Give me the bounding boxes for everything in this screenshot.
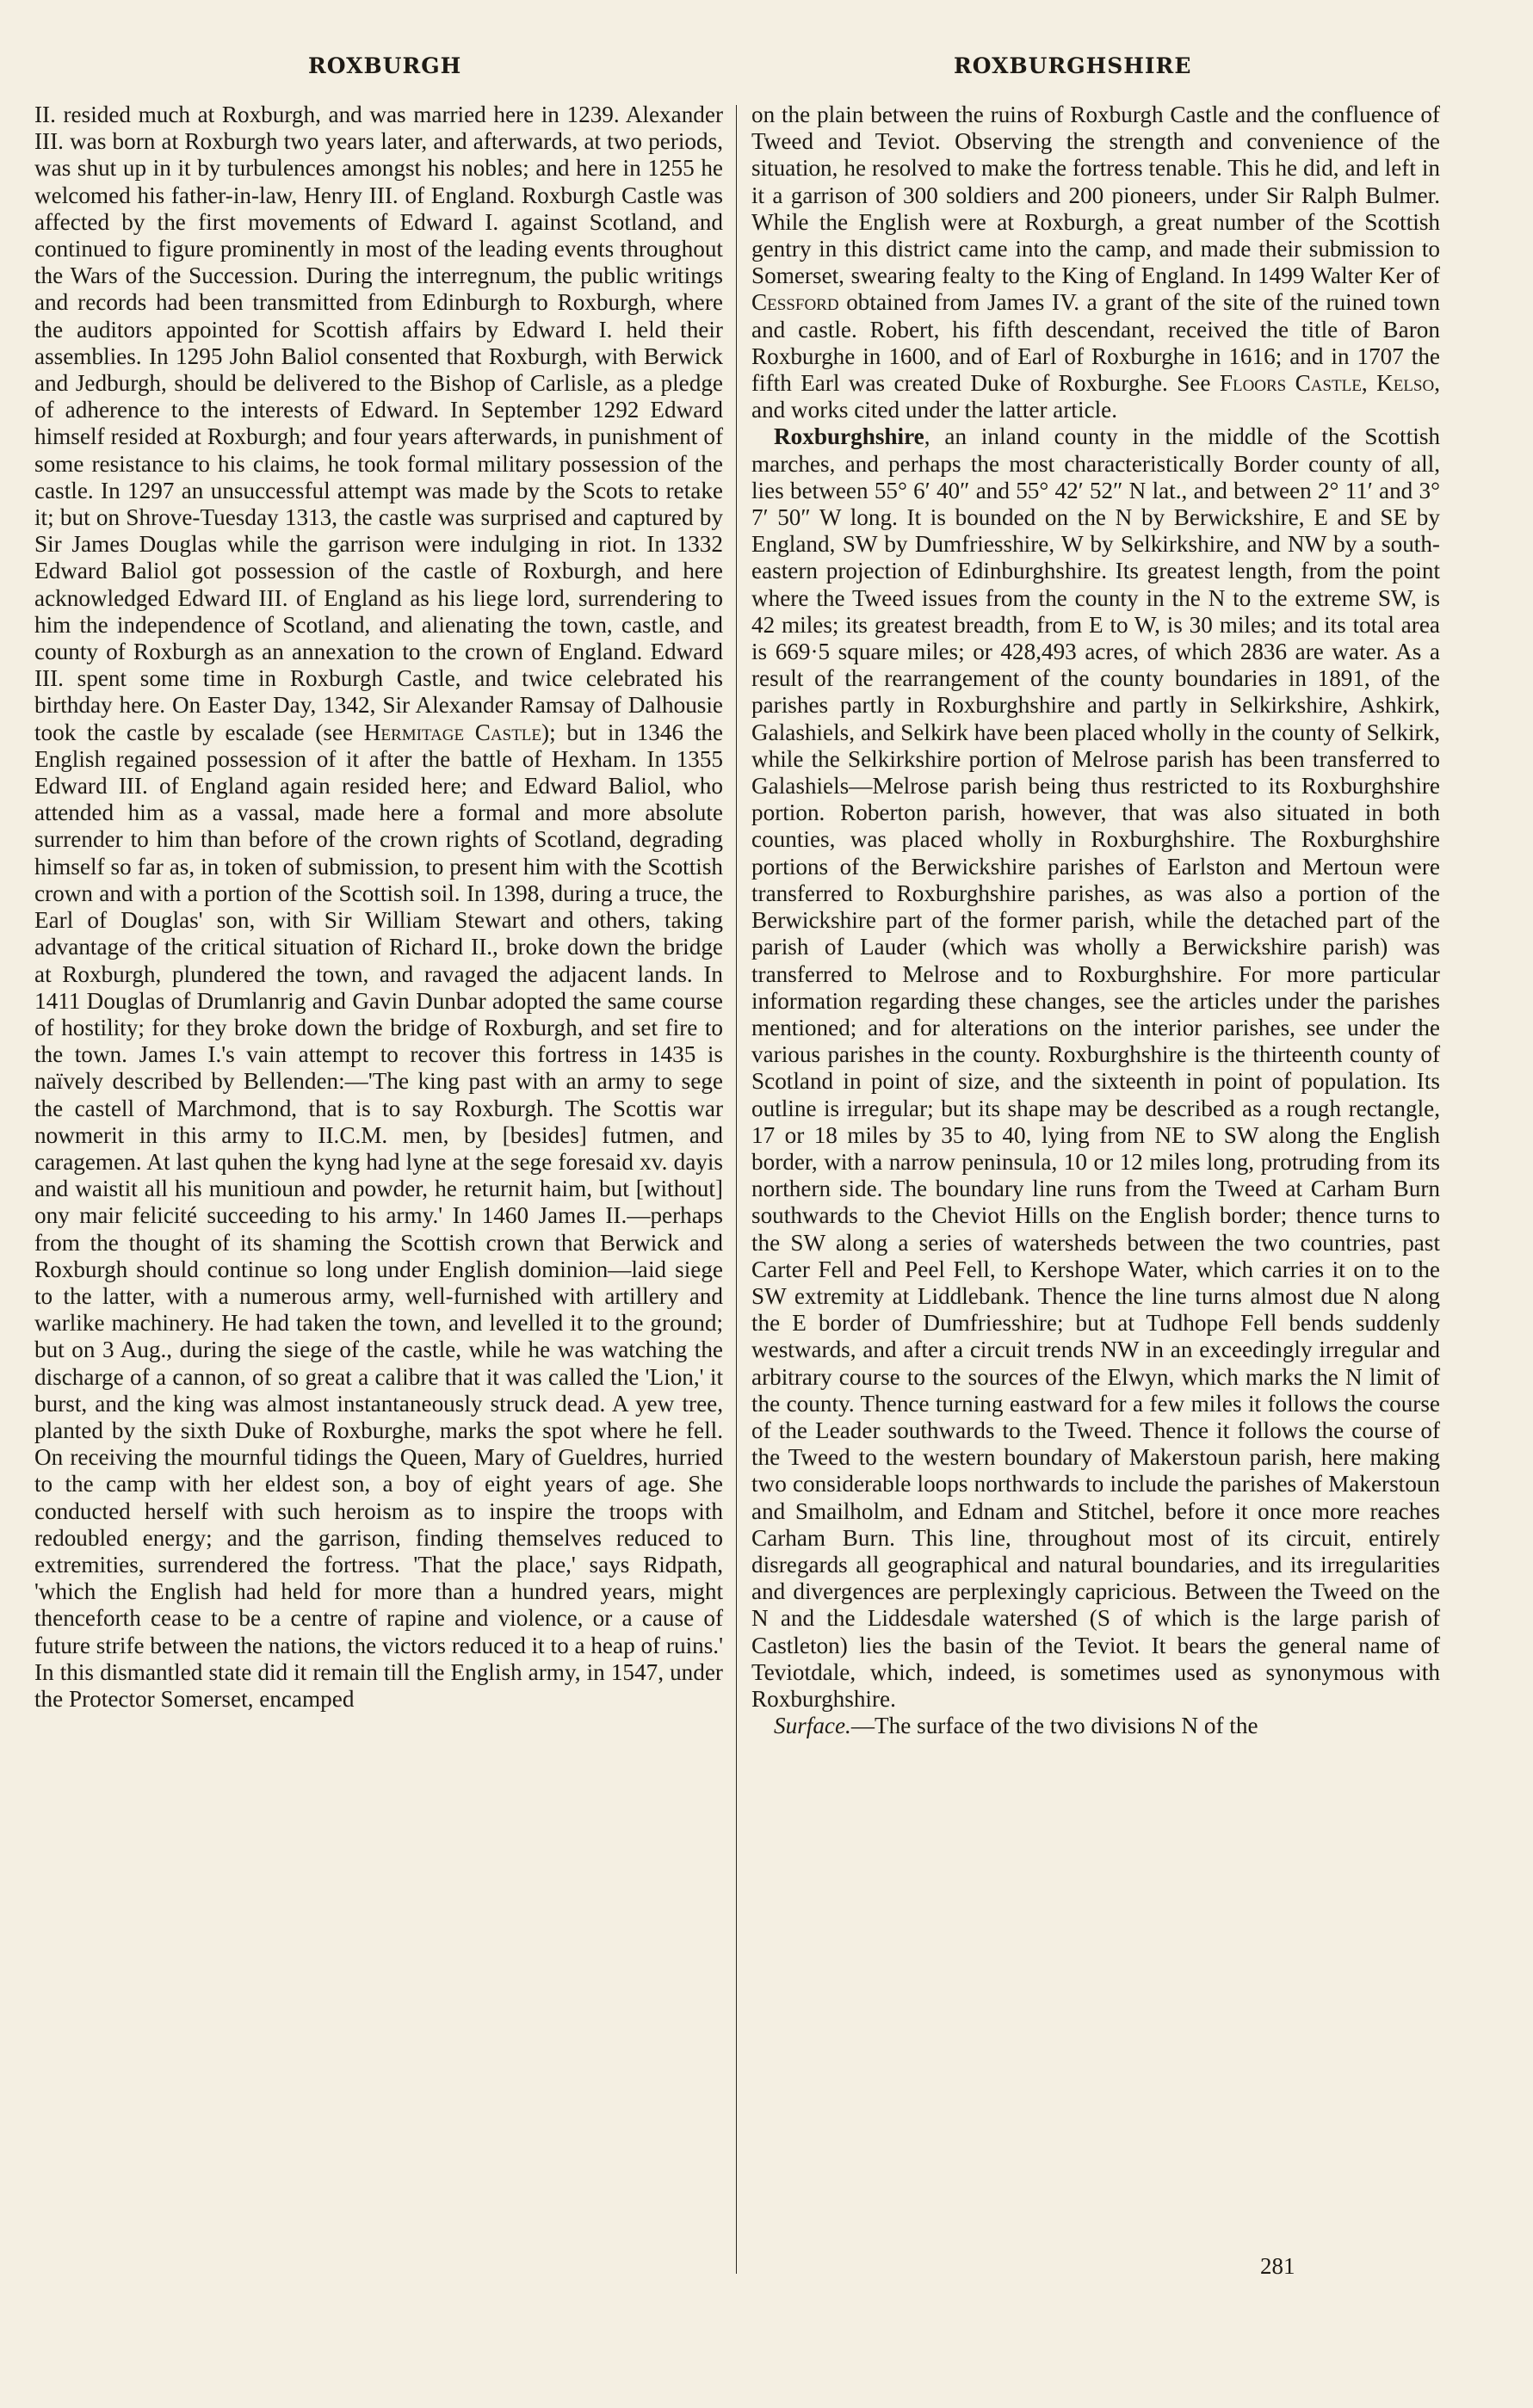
entry-headword: Roxburghshire	[774, 423, 924, 450]
column-divider	[736, 105, 737, 2274]
cross-reference-kelso: Kelso	[1376, 370, 1435, 397]
left-column-paragraph	[34, 102, 723, 1713]
right-column-paragraph-1: on the plain between the ruins of Roxburgh Castle and the confluence of Tweed and Teviot. Observing the strength and convenience of the situation, he resolved to make the fortress tenable. This he did, and left in it a garrison of 300 soldiers and 200 pioneers, under Sir Ralph Bulmer. While the English were at Roxburgh, a great number of the Scottish gentry in this district came into the camp, and made their submission to Somerset, swearing fealty to the King of England. In 1499 Walter Ker of Cessford obtained from James IV. a grant of the site of the ruined town and castle. Robert, his fifth descendant, received the title of Baron Roxburghe in 1600, and of Earl of Roxburghe in 1616; and in 1707 the fifth Earl was created Duke of Roxburghe. See Floors Castle, Kelso, and works cited under the latter article.	[751, 102, 1441, 423]
right-column	[751, 102, 1440, 1739]
paragraph-text: , an inland county in the middle of the Scottish marches, and perhaps the most characteristically Border county of all, lies between 55° 6′ 40″ and 55° 42′ 52″ N lat., and between 2° 11′ and 3° 7′ 50″ W long. It is bounded on the N by Berwickshire, E and SE by England, SW by Dumfriesshire, W by Selkirkshire, and NW by a south-eastern projection of Edinburghshire. Its greatest length, from the point where the Tweed issues from the county in the N to the extreme SW, is 42 miles; its greatest breadth, from E to W, is 30 miles; and its total area is 669·5 square miles; or 428,493 acres, of which 2836 are water. As a result of the rearrangement of the county boundaries in 1891, of the parishes partly in Roxburghshire and partly in Selkirkshire, Ashkirk, Galashiels, and Selkirk have been placed wholly in the county of Selkirk, while the Selkirkshire portion of Melrose parish has been transferred to Galashiels—Melrose parish being thus restricted to its Roxburghshire portion. Roberton parish, however, that was also situated in both counties, was placed wholly in Roxburghshire. The Roxburghshire portions of the Berwickshire parishes of Earlston and Mertoun were transferred to Roxburghshire parishes, as was also a portion of the Berwickshire part of the former parish, while the detached part of the parish of Lauder (which was wholly a Berwickshire parish) was transferred to Melrose and to Roxburghshire. For more particular information regarding these changes, see the articles under the parishes mentioned; and for alterations on the interior parishes, see under the various parishes in the county. Roxburghshire is the thirteenth county of Scotland in point of size, and the sixteenth in point of population. Its outline is irregular; but its shape may be described as a rough rectangle, 17 or 18 miles by 35 to 40, lying from NE to SW along the English border, with a narrow peninsula, 10 or 12 miles long, protruding from its northern side. The boundary line runs from the Tweed at Carham Burn southwards to the Cheviot Hills on the English border; thence turns to the SW along a series of watersheds between the two countries, past Carter Fell and Peel Fell, to Kershope Water, which carries it on to the SW extremity at Liddlebank. Thence the line turns almost due N along the E border of Dumfriesshire; but at Tudhope Fell bends suddenly westwards, and after a circuit trends NW in an exceedingly irregular and arbitrary course to the sources of the Elwyn, which marks the N limit of the county. Thence turning eastward for a few miles it follows the course of the Leader southwards to the Tweed. Thence it follows the course of the Tweed to the western boundary of Makerstoun parish, here making two considerable loops northwards to include the parishes of Makerstoun and Smailholm, and Ednam and Stitchel, before it once more reaches Carham Burn. This line, throughout most of its circuit, entirely disregards all geographical and natural boundaries, and its irregularities and divergences are perplexingly capricious. Between the Tweed on the N and the Liddesdale watershed (S of which is the large parish of Castleton) lies the basin of the Teviot. It bears the general name of Teviotdale, which, indeed, is sometimes used as synonymous with Roxburghshire.	[751, 423, 1440, 1712]
cross-reference-cessford: Cessford	[751, 289, 839, 316]
paragraph-text: , and works cited under the latter article.	[751, 370, 1441, 423]
paragraph-text: obtained from James IV. a grant of the site of the ruined town and castle. Robert, his fifth descendant, received the title of Baron Roxburghe in 1600, and of Earl of Roxburghe in 1616; and in 1707 the fifth Earl was created Duke of Roxburghe. See	[751, 289, 1440, 397]
paragraph-text: —The surface of the two divisions N of the	[850, 1713, 1258, 1739]
paragraph-text: on the plain between the ruins of Roxburgh Castle and the confluence of Tweed and Teviot. Observing the strength and convenience of the situation, he resolved to make the fortress tenable. This he did, and left in it a garrison of 300 soldiers and 200 pioneers, under Sir Ralph Bulmer. While the English were at Roxburgh, a great number of the Scottish gentry in this district came into the camp, and made their submission to Somerset, swearing fealty to the King of England. In 1499 Walter Ker of	[751, 102, 1440, 289]
roxburghshire-entry	[751, 423, 1440, 1713]
paragraph-text: II. resided much at Roxburgh, and was married here in 1239. Alexander III. was born at Roxburgh two years later, and afterwards, at two periods, was shut up in it by turbulences amongst his nobles; and here in 1255 he welcomed his father-in-law, Henry III. of England. Roxburgh Castle was affected by the first movements of Edward I. against Scotland, and continued to figure prominently in most of the leading events throughout the Wars of the Succession. During the interregnum, the public writings and records had been transmitted from Edinburgh to Roxburgh, where the auditors appointed for Scottish affairs by Edward I. held their assemblies. In 1295 John Baliol consented that Roxburgh, with Berwick and Jedburgh, should be delivered to the Bishop of Carlisle, as a pledge of adherence to the interests of Edward. In September 1292 Edward himself resided at Roxburgh; and four years afterwards, in punishment of some resistance to his claims, he took formal military possession of the castle. In 1297 an unsuccessful attempt was made by the Scots to retake it; but on Shrove-Tuesday 1313, the castle was surprised and captured by Sir James Douglas while the garrison were indulging in riot. In 1332 Edward Baliol got possession of the castle of Roxburgh, and here acknowledged Edward III. of England as his liege lord, surrendering to him the independence of Scotland, and alienating the town, castle, and county of Roxburgh as an annexation to the crown of England. Edward III. spent some time in Roxburgh Castle, and twice celebrated his birthday here. On Easter Day, 1342, Sir Alexander Ramsay of Dalhousie took the castle by escalade (see	[34, 102, 723, 745]
running-head-left: ROXBURGH	[308, 53, 462, 78]
cross-reference-hermitage-castle: Hermitage Castle	[363, 719, 542, 745]
surface-section	[751, 1713, 1440, 1739]
section-heading: Surface.	[774, 1713, 851, 1739]
running-head-right: ROXBURGHSHIRE	[954, 53, 1192, 78]
page-number: 281	[1260, 2253, 1295, 2279]
paragraph-text: ); but in 1346 the English regained possession of it after the battle of Hexham. In 1355 Edward III. of England again resided here; and Edward Baliol, who attended him as a vassal, made here a formal and more absolute surrender to him than before of the crown rights of Scotland, degrading himself so far as, in token of submission, to present him with the Scottish crown and with a portion of the Scottish soil. In 1398, during a truce, the Earl of Douglas' son, with Sir William Stewart and others, taking advantage of the critical situation of Richard II., broke down the bridge at Roxburgh, plundered the town, and ravaged the adjacent lands. In 1411 Douglas of Drumlanrig and Gavin Dunbar adopted the same course of hostility; for they broke down the bridge of Roxburgh, and set fire to the town. James I.'s vain attempt to recover this fortress in 1435 is naïvely described by Bellenden:—'The king past with an army to sege the castell of Marchmond, that is to say Roxburgh. The Scottis war nowmerit in this army to II.C.M. men, by [besides] futmen, and caragemen. At last quhen the kyng had lyne at the sege foresaid xv. dayis and waistit all his munitioun and powder, he returnit haim, but [without] ony mair felicité succeeding to his army.' In 1460 James II.—perhaps from the thought of its shaming the Scottish crown that Berwick and Roxburgh should continue so long under English dominion—laid siege to the latter, with a numerous army, well-furnished with artillery and warlike machinery. He had taken the town, and levelled it to the ground; but on 3 Aug., during the siege of the castle, while he was watching the discharge of a cannon, of so great a calibre that it was called the 'Lion,' it burst, and the king was almost instantaneously struck dead. A yew tree, planted by the sixth Duke of Roxburghe, marks the spot where he fell. On receiving the mournful tidings the Queen, Mary of Gueldres, hurried to the camp with her eldest son, a boy of eight years of age. She conducted herself with such heroism as to inspire the troops with redoubled energy; and the garrison, finding themselves reduced to extremities, surrendered the fortress. 'That the place,' says Ridpath, 'which the English had held for more than a hundred years, might thenceforth cease to be a centre of rapine and violence, or a cause of future strife between the nations, the victors reduced it to a heap of ruins.' In this dismantled state did it remain till the English army, in 1547, under the Protector Somerset, encamped	[34, 719, 723, 1712]
left-column	[34, 102, 723, 1713]
cross-reference-floors-castle: Floors Castle	[1219, 370, 1362, 397]
